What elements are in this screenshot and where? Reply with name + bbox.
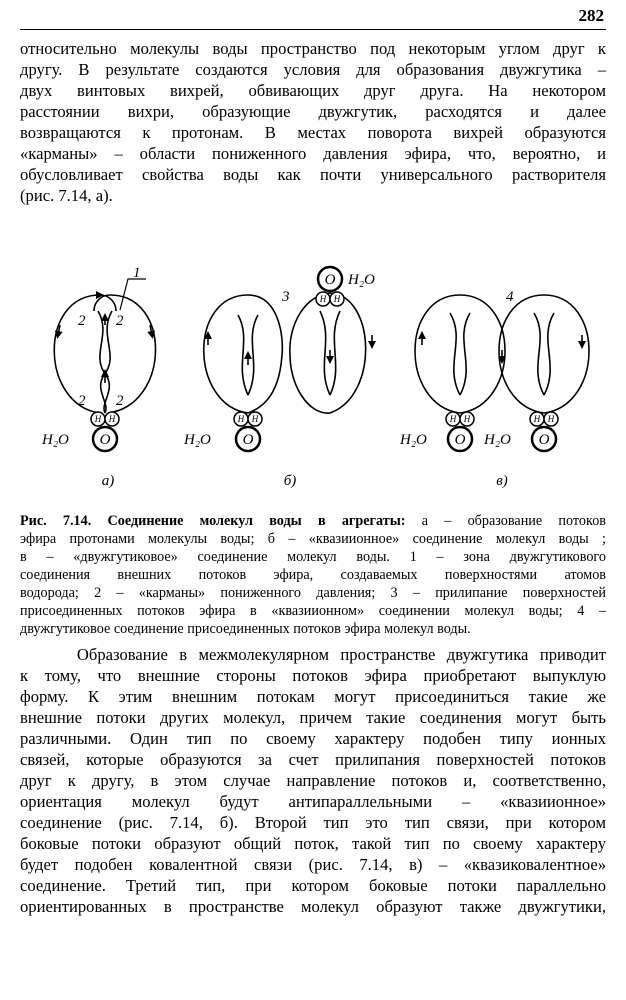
subfigure-v-label: в) xyxy=(496,473,508,489)
text-line: будет подобен ковалентной связи (рис. 7.14, в) – «квазиковалентное» xyxy=(20,855,606,874)
text-line: ориентированных в пространстве молекул образуют также двужгутики, xyxy=(20,897,606,916)
h-label: H xyxy=(237,414,245,424)
text-line: двух винтовых вихрей, обвивающих друг друга. На некотором xyxy=(20,81,606,100)
h-label: H xyxy=(333,294,341,304)
text-line: боковые потоки образуют общий поток, такой тип по своему характеру xyxy=(20,834,606,853)
o-label: O xyxy=(538,432,550,448)
text-line: друг к другу, в этом случае направление потоков и, соответственно, xyxy=(20,771,606,790)
text-line: соединение. Третий тип, при котором боковые потоки параллельно xyxy=(20,876,606,895)
h-label: H xyxy=(547,414,555,424)
label-2: 2 xyxy=(78,313,86,329)
h-label: H xyxy=(533,414,541,424)
h2o-label: H₂O xyxy=(484,432,511,448)
header-rule xyxy=(20,29,606,30)
caption-line: двужгутиковое соединение присоединенных потоков эфира молекул воды. xyxy=(20,621,471,637)
text-line: различными. Один тип по своему характеру подобен типу ионных xyxy=(20,729,606,748)
h-label: H xyxy=(251,414,259,424)
h-label: H xyxy=(319,294,327,304)
caption-line: эфира протонами молекулы воды; б – «квазиионное» соединение молекул воды ; xyxy=(20,531,606,547)
o-label: O xyxy=(99,432,111,448)
text-line: «карманы» – области пониженного давления эфира, что, вероятно, и xyxy=(20,144,606,163)
text-line: ориентация молекул будут антипараллельными – «квазиионное» xyxy=(20,792,606,811)
text-line: другу. В результате создаются условия для образования двужгутика – xyxy=(20,60,606,79)
o-label: O xyxy=(324,272,336,288)
diagram-a xyxy=(54,279,155,413)
caption-line: соединения внешних потоков эфира, создаваемых поверхностями атомов xyxy=(20,567,606,583)
caption-line-1 xyxy=(20,512,606,530)
caption-line: присоединенных потоков эфира в «квазиионном» соединении молекул воды; 4 – xyxy=(20,603,606,619)
paragraph-2 xyxy=(20,644,606,917)
label-2: 2 xyxy=(78,393,86,409)
h2o-label: H₂O xyxy=(42,432,69,448)
caption-line: в – «двужгутиковое» соединение молекул воды. 1 – зона двужгутикового xyxy=(20,549,606,565)
diagram-b xyxy=(204,293,372,413)
label-2: 2 xyxy=(116,393,124,409)
text-line: соединение (рис. 7.14, б). Второй тип это тип связи, при котором xyxy=(20,813,606,832)
h2o-label: H₂O xyxy=(400,432,427,448)
label-2: 2 xyxy=(116,313,124,329)
subfigure-a-label: а) xyxy=(101,473,115,489)
h2o-label: H₂O xyxy=(348,272,375,288)
text-line: относительно молекулы воды пространство под некоторым углом друг к xyxy=(20,39,606,58)
caption-text: а – образование потоков xyxy=(405,513,606,529)
figure-7-14 xyxy=(20,255,606,495)
label-4: 4 xyxy=(506,289,514,305)
label-3: 3 xyxy=(282,289,290,305)
h-label: H xyxy=(108,414,116,424)
text-line: обусловливает свойства воды как почти универсального растворителя xyxy=(20,165,606,184)
h-label: H xyxy=(463,414,471,424)
text-line: Образование в межмолекулярном пространстве двужгутика приводит xyxy=(20,645,606,664)
o-label: O xyxy=(242,432,254,448)
subfigure-b-label: б) xyxy=(283,473,297,489)
h-label: H xyxy=(94,414,102,424)
text-line: возвращаются к протонам. В местах поворота вихрей образуются xyxy=(20,123,606,142)
text-line: (рис. 7.14, а). xyxy=(20,186,113,205)
diagram-c xyxy=(415,295,589,413)
text-line: расстоянии вихри, образующие двужгутик, расходятся и далее xyxy=(20,102,606,121)
page-number: 282 xyxy=(578,6,604,25)
caption-line: водорода; 2 – «карманы» пониженного давления; 3 – прилипание поверхностей xyxy=(20,585,606,601)
text-line: внешние потоки других молекул, причем такие соединения могут быть xyxy=(20,708,606,727)
paragraph-1 xyxy=(20,38,606,206)
text-line: форму. К этим внешним потокам могут присоединиться такие же xyxy=(20,687,606,706)
text-line: к тому, что внешние стороны потоков эфира приобретают выпуклую xyxy=(20,666,606,685)
figure-caption xyxy=(20,512,606,638)
label-1: 1 xyxy=(133,265,141,281)
caption-title: Рис. 7.14. Соединение молекул воды в агрегаты: xyxy=(20,513,406,529)
h-label: H xyxy=(449,414,457,424)
o-label: O xyxy=(454,432,466,448)
text-line: связей, которые образуются за счет прилипания поверхностей потоков xyxy=(20,750,606,769)
h2o-label: H₂O xyxy=(184,432,211,448)
